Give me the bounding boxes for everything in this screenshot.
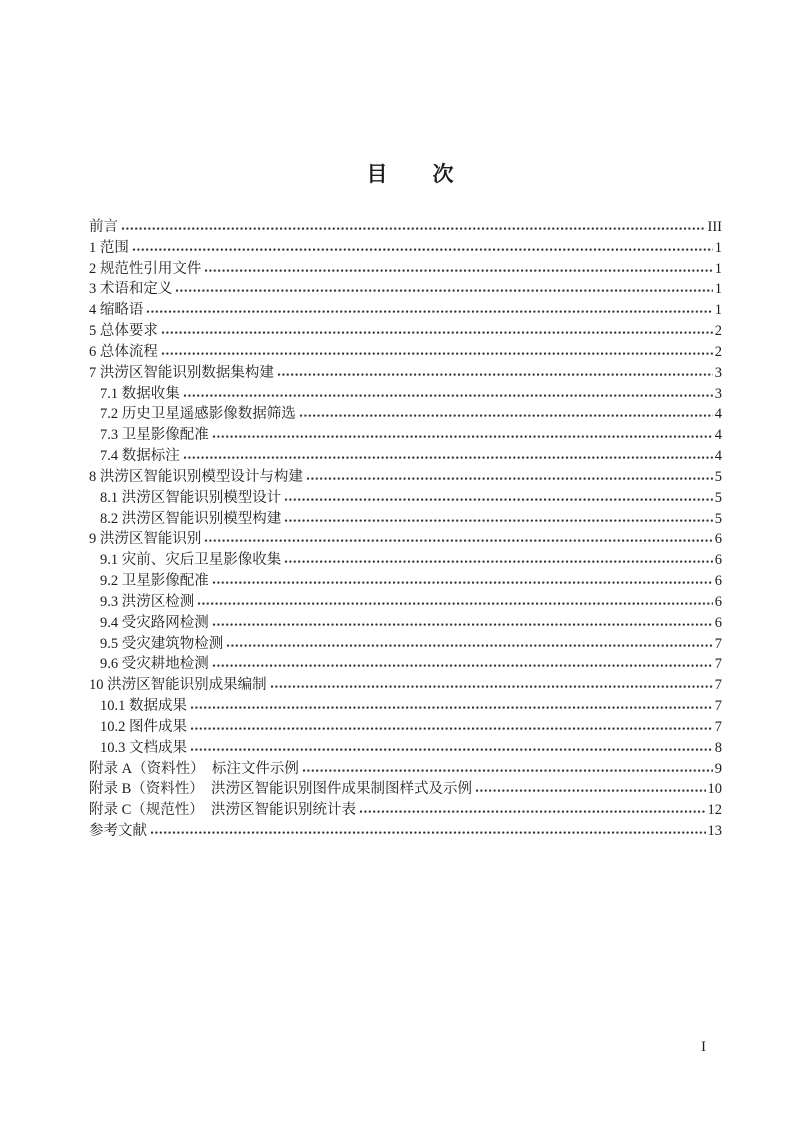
toc-entry-label: 3 术语和定义 [89,281,173,298]
toc-entry [89,592,722,613]
toc-entry-label: 8.2 洪涝区智能识别模型构建 [100,510,282,527]
toc-entry-page: 1 [714,302,722,319]
toc-entry-page: 8 [714,739,722,756]
toc-entry-label: 前言 [89,219,118,235]
toc-leader-dots [302,768,713,773]
toc-entry [89,509,722,530]
toc-entry [89,675,722,696]
toc-entry-page: 10 [707,781,722,798]
toc-list [89,217,722,842]
toc-leader-dots [146,309,712,314]
toc-leader-dots [226,643,713,648]
toc-entry-page: 6 [714,573,722,590]
toc-entry [89,613,722,634]
toc-leader-dots [212,663,713,668]
toc-entry-label: 10 洪涝区智能识别成果编制 [89,677,267,694]
toc-entry [89,634,722,655]
toc-entry-page: 1 [714,239,722,256]
toc-entry [89,404,722,425]
toc-entry-page: 5 [714,510,722,527]
toc-entry-label: 7.4 数据标注 [100,448,180,465]
toc-leader-dots [197,601,713,606]
toc-entry-label: 附录 A（资料性） 标注文件示例 [89,760,299,777]
toc-entry-label: 8.1 洪涝区智能识别模型设计 [100,489,282,506]
toc-entry-label: 附录 B（资料性） 洪涝区智能识别图件成果制图样式及示例 [89,781,473,798]
toc-entry-label: 7 洪涝区智能识别数据集构建 [89,364,274,381]
toc-entry-page: 7 [714,635,722,652]
toc-entry-label: 7.3 卫星影像配准 [100,427,209,444]
toc-entry-page: 13 [707,823,722,840]
toc-entry-label: 9.5 受灾建筑物检测 [100,635,224,652]
toc-leader-dots [306,476,713,481]
toc-entry-label: 2 规范性引用文件 [89,260,202,277]
toc-entry-page: 4 [714,406,722,423]
toc-entry-label: 6 总体流程 [89,343,158,360]
toc-entry-page: 4 [714,448,722,465]
toc-entry-page: 1 [714,281,722,298]
toc-entry [89,759,722,780]
toc-leader-dots [204,268,712,273]
toc-entry [89,550,722,571]
toc-entry-page: 6 [714,614,722,631]
toc-leader-dots [212,434,713,439]
toc-entry-page: 4 [714,427,722,444]
toc-leader-dots [212,622,713,627]
toc-leader-dots [183,393,713,398]
toc-leader-dots [284,497,713,502]
toc-entry [89,363,722,384]
toc-leader-dots [161,330,713,335]
toc-entry-label: 9.2 卫星影像配准 [100,573,209,590]
toc-entry-page: 7 [714,677,722,694]
toc-entry [89,446,722,467]
toc-entry-page: 5 [714,468,722,485]
toc-entry [89,279,722,300]
toc-entry-page: 3 [714,385,722,402]
toc-entry [89,529,722,550]
toc-entry-label: 5 总体要求 [89,323,158,340]
toc-entry [89,259,722,280]
toc-entry [89,800,722,821]
toc-entry-page: 6 [714,552,722,569]
toc-entry-page: 1 [714,260,722,277]
toc-entry [89,425,722,446]
toc-entry-label: 10.2 图件成果 [100,718,187,735]
toc-entry [89,467,722,488]
toc-leader-dots [359,809,705,814]
toc-entry [89,696,722,717]
toc-leader-dots [132,247,713,252]
toc-leader-dots [475,788,705,793]
toc-entry-label: 4 缩略语 [89,302,144,319]
toc-leader-dots [161,351,713,356]
toc-entry-page: 5 [714,489,722,506]
toc-entry [89,571,722,592]
toc-entry-page: 9 [714,760,722,777]
toc-leader-dots [299,413,713,418]
toc-leader-dots [150,830,706,835]
toc-entry-page: 7 [714,656,722,673]
toc-entry-page: 2 [714,343,722,360]
toc-leader-dots [204,538,712,543]
toc-entry [89,217,722,238]
toc-entry-label: 9.3 洪涝区检测 [100,593,195,610]
toc-entry [89,654,722,675]
toc-leader-dots [121,226,706,231]
toc-entry-label: 7.1 数据收集 [100,385,180,402]
toc-entry-page: 6 [714,531,722,548]
toc-entry-label: 9 洪涝区智能识别 [89,531,202,548]
toc-entry [89,779,722,800]
toc-entry [89,717,722,738]
toc-leader-dots [190,747,713,752]
toc-entry-page: 6 [714,593,722,610]
toc-entry [89,300,722,321]
toc-entry [89,321,722,342]
toc-entry-label: 7.2 历史卫星遥感影像数据筛选 [100,406,296,423]
page-number-footer: I [701,1039,706,1055]
toc-leader-dots [277,372,713,377]
toc-entry [89,738,722,759]
toc-entry-page: 7 [714,718,722,735]
toc-entry [89,238,722,259]
toc-leader-dots [284,518,713,523]
toc-entry-label: 附录 C（规范性） 洪涝区智能识别统计表 [89,802,357,819]
toc-entry-label: 9.1 灾前、灾后卫星影像收集 [100,552,282,569]
toc-leader-dots [284,559,713,564]
toc-entry-page: 2 [714,323,722,340]
toc-entry-label: 10.1 数据成果 [100,698,187,715]
toc-leader-dots [270,684,713,689]
toc-entry-label: 10.3 文档成果 [100,739,187,756]
toc-entry-page: III [707,219,722,235]
page-title: 目 次 [366,163,455,186]
toc-leader-dots [190,726,713,731]
toc-entry-label: 8 洪涝区智能识别模型设计与构建 [89,468,303,485]
toc-entry-label: 参考文献 [89,823,147,840]
toc-leader-dots [212,580,713,585]
toc-leader-dots [175,288,712,293]
toc-leader-dots [190,705,713,710]
toc-entry [89,488,722,509]
toc-entry [89,342,722,363]
toc-entry-label: 1 范围 [89,239,129,256]
toc-entry [89,384,722,405]
toc-entry-page: 3 [714,364,722,381]
toc-entry [89,821,722,842]
toc-entry-page: 7 [714,698,722,715]
toc-entry-page: 12 [707,802,722,819]
toc-entry-label: 9.6 受灾耕地检测 [100,656,209,673]
toc-entry-label: 9.4 受灾路网检测 [100,614,209,631]
toc-leader-dots [183,455,713,460]
